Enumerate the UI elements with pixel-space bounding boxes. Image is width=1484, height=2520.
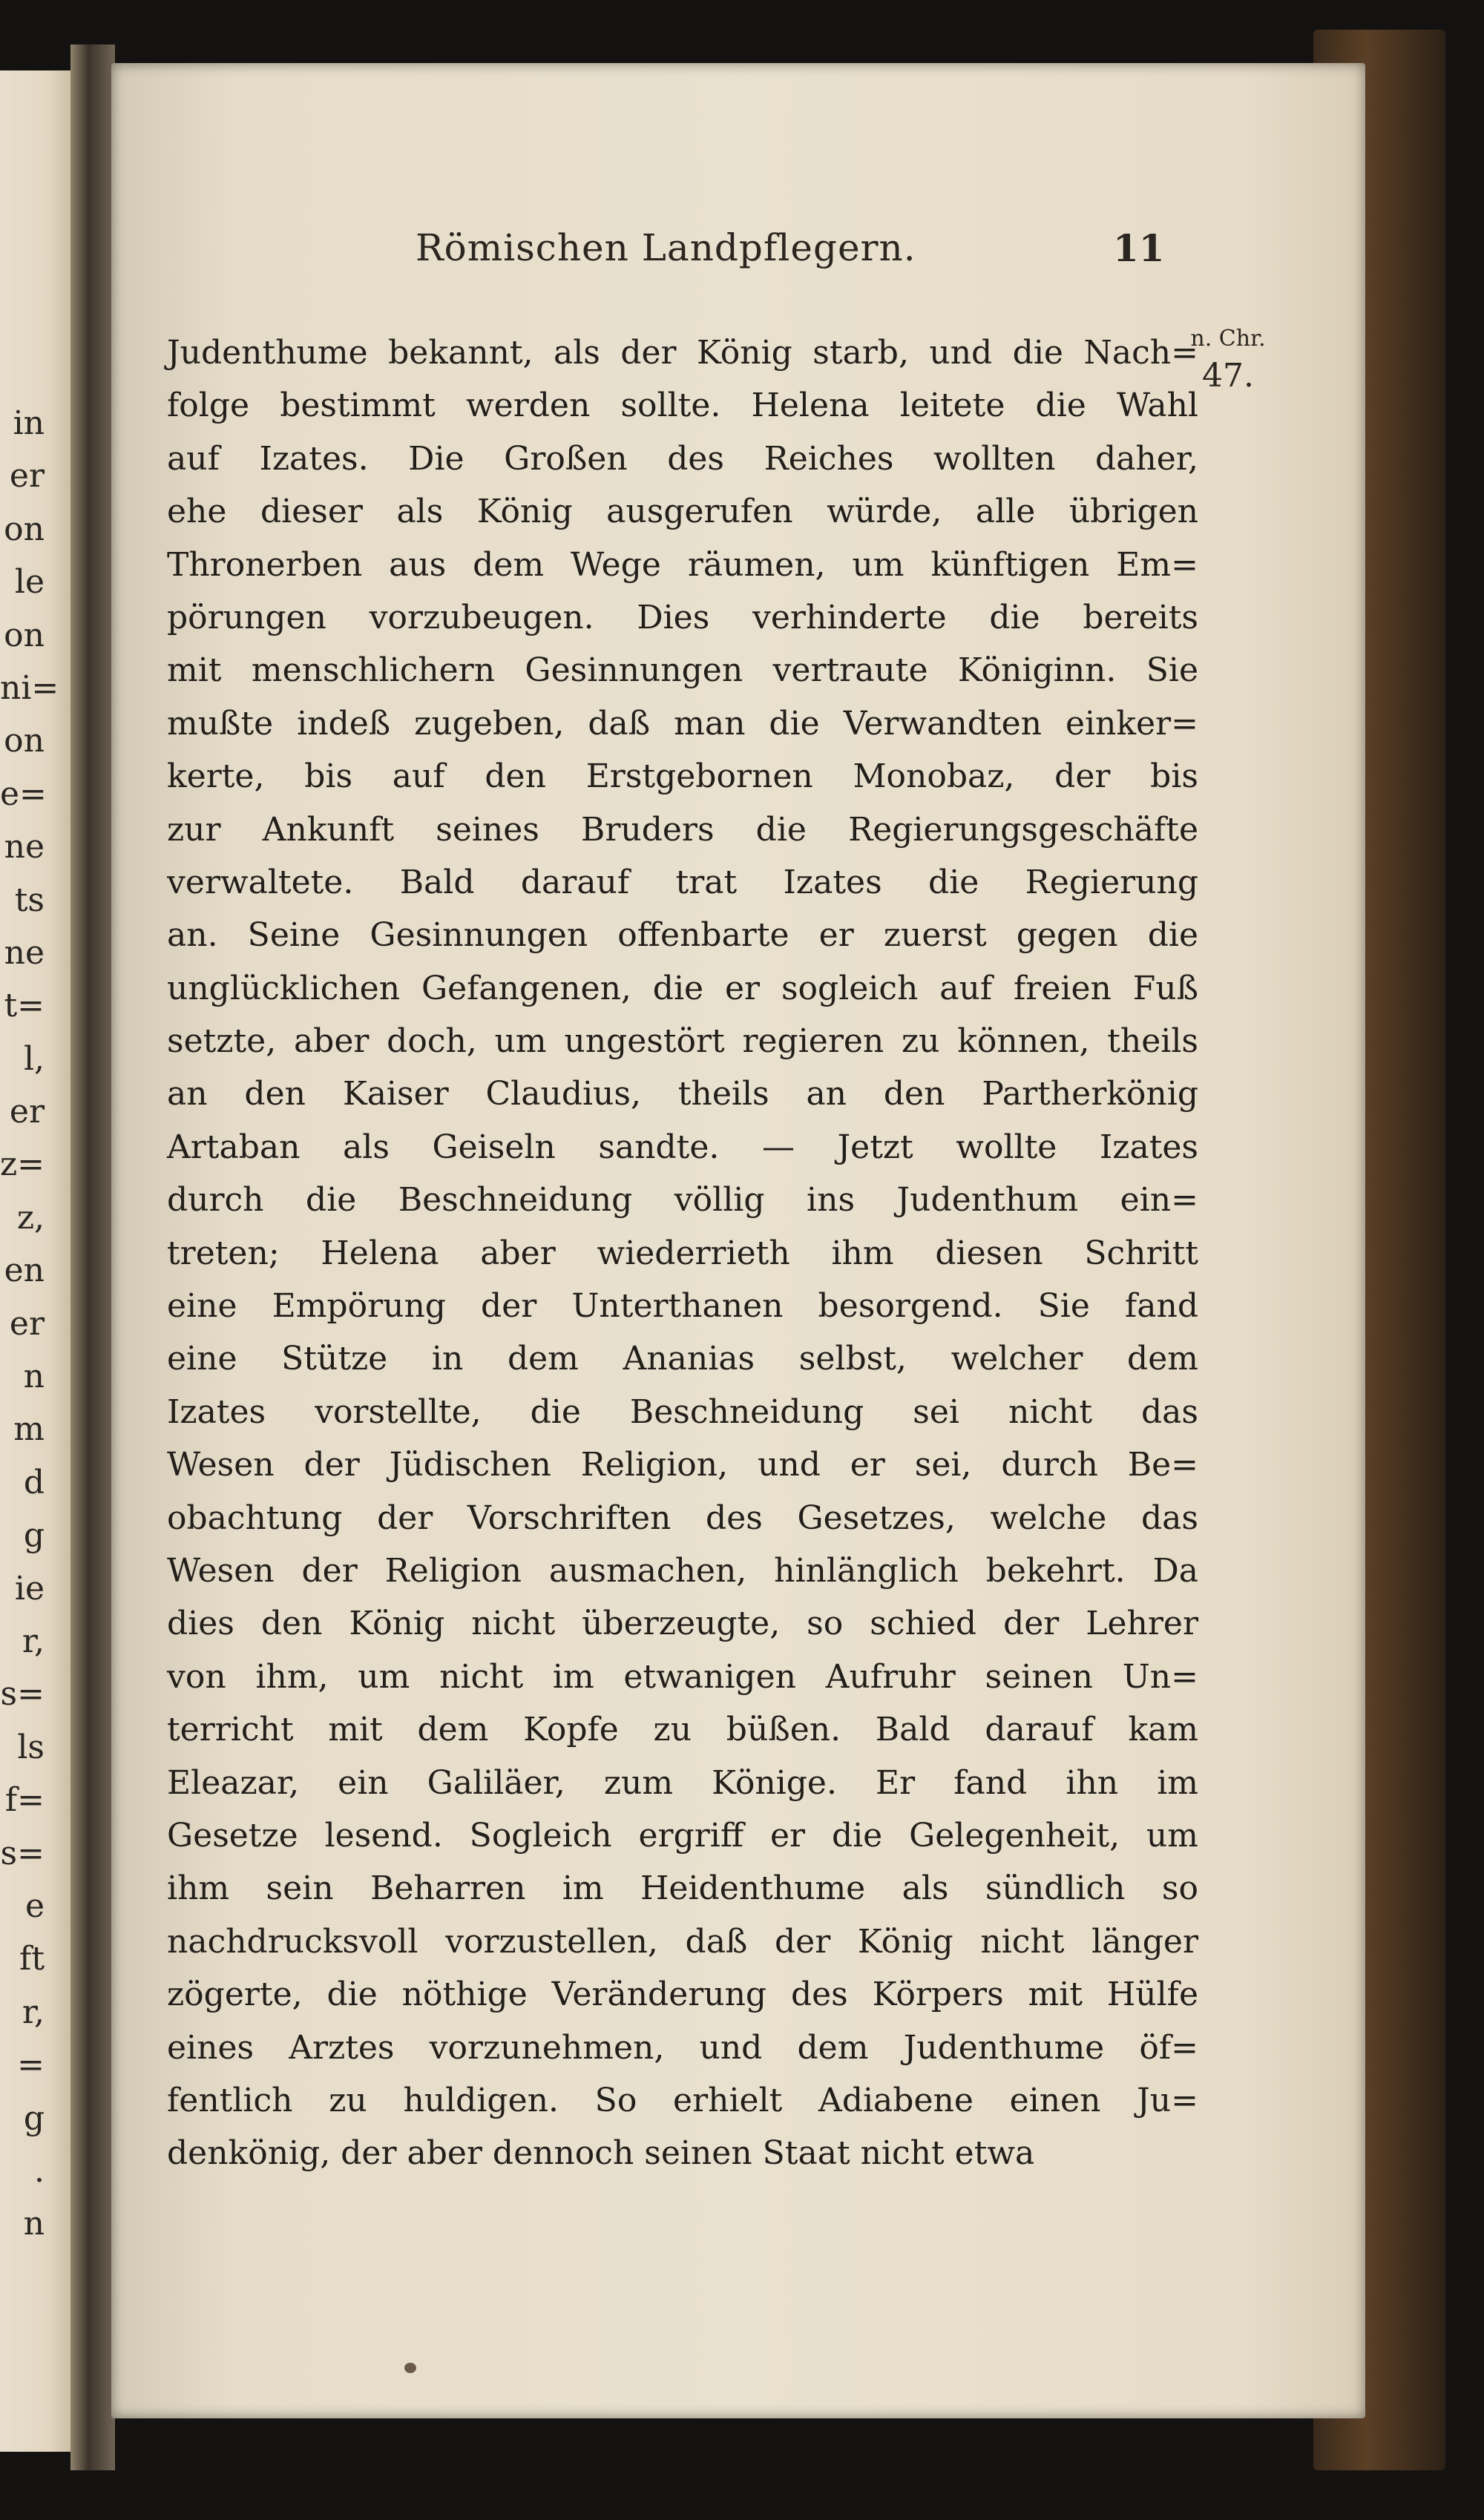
running-head: Römischen Landpflegern. bbox=[416, 226, 916, 269]
text-line: dies den König nicht überzeugte, so schied der Lehrer bbox=[167, 1605, 1198, 1643]
left-page-fragment: er bbox=[9, 457, 45, 496]
text-line: an den Kaiser Claudius, theils an den Partherkönig bbox=[167, 1075, 1198, 1113]
left-facing-page bbox=[0, 70, 70, 2452]
text-line: eine Stütze in dem Ananias selbst, welcher dem bbox=[167, 1340, 1198, 1378]
text-line: Artaban als Geiseln sandte. — Jetzt wollte Izates bbox=[167, 1128, 1198, 1166]
left-page-fragment: ie bbox=[14, 1569, 45, 1608]
text-line: Eleazar, ein Galiläer, zum Könige. Er fand ihn im bbox=[167, 1763, 1198, 1802]
left-page-fragment: d bbox=[23, 1463, 45, 1501]
left-page-fragment: on bbox=[4, 616, 45, 654]
text-line: auf Izates. Die Großen des Reiches wollten daher, bbox=[167, 439, 1198, 478]
left-page-fragment: ne bbox=[4, 933, 45, 972]
text-line: setzte, aber doch, um ungestört regieren zu können, theils bbox=[167, 1022, 1198, 1061]
left-page-fragment: e bbox=[24, 1886, 45, 1925]
text-line: Gesetze lesend. Sogleich ergriff er die Gelegenheit, um bbox=[167, 1816, 1198, 1855]
body-text bbox=[167, 326, 1198, 2180]
text-line: Wesen der Religion ausmachen, hinlänglich bekehrt. Da bbox=[167, 1551, 1198, 1590]
book-gutter bbox=[70, 45, 115, 2470]
text-line: ehe dieser als König ausgerufen würde, alle übrigen bbox=[167, 493, 1198, 531]
text-line: zögerte, die nöthige Veränderung des Körpers mit Hülfe bbox=[167, 1975, 1198, 2014]
text-line: von ihm, um nicht im etwanigen Aufruhr seinen Un= bbox=[167, 1657, 1198, 1696]
left-page-fragment: on bbox=[4, 510, 45, 548]
text-line: Wesen der Jüdischen Religion, und er sei, durch Be= bbox=[167, 1446, 1198, 1484]
left-page-fragment: = bbox=[17, 2046, 45, 2085]
text-line: fentlich zu huldigen. So erhielt Adiabene einen Ju= bbox=[167, 2081, 1198, 2119]
left-page-fragment: in bbox=[13, 404, 45, 442]
text-line: mußte indeß zugeben, daß man die Verwandten einker= bbox=[167, 704, 1198, 743]
left-page-fragment: ts bbox=[14, 881, 45, 919]
left-page-fragment: n bbox=[23, 1358, 45, 1396]
left-page-fragment: g bbox=[23, 2099, 45, 2137]
text-line: pörungen vorzubeugen. Dies verhinderte die bereits bbox=[167, 598, 1198, 636]
left-page-fragment: s= bbox=[0, 1675, 45, 1714]
text-line: ihm sein Beharren im Heidenthume als sündlich so bbox=[167, 1869, 1198, 1908]
left-page-fragment: l, bbox=[23, 1039, 45, 1078]
text-line: terricht mit dem Kopfe zu büßen. Bald darauf kam bbox=[167, 1711, 1198, 1749]
left-page-fragment: m bbox=[13, 1410, 45, 1449]
left-page-fragment: z, bbox=[16, 1198, 45, 1237]
text-line: eine Empörung der Unterthanen besorgend. Sie fand bbox=[167, 1287, 1198, 1326]
left-page-fragment: er bbox=[9, 1093, 45, 1131]
left-page-fragment: e= bbox=[0, 774, 47, 813]
margin-note-era: n. Chr. bbox=[1190, 326, 1266, 352]
text-line: Izates vorstellte, die Beschneidung sei nicht das bbox=[167, 1392, 1198, 1431]
text-line: treten; Helena aber wiederrieth ihm diesen Schritt bbox=[167, 1234, 1198, 1272]
left-page-fragment: er bbox=[9, 1304, 45, 1343]
left-page-fragment: g bbox=[23, 1516, 45, 1555]
text-line: durch die Beschneidung völlig ins Judenthum ein= bbox=[167, 1181, 1198, 1220]
left-page-fragment: ne bbox=[4, 828, 45, 866]
text-line: kerte, bis auf den Erstgebornen Monobaz, der bis bbox=[167, 757, 1198, 796]
left-page-fragment: ls bbox=[17, 1728, 45, 1766]
text-line: mit menschlichern Gesinnungen vertraute Königinn. Sie bbox=[167, 651, 1198, 690]
paper-speck bbox=[404, 2363, 416, 2373]
left-page-fragment: r, bbox=[22, 1993, 45, 2031]
left-page-text-fragments bbox=[0, 397, 59, 2251]
left-page-fragment: f= bbox=[4, 1781, 45, 1820]
text-line: denkönig, der aber dennoch seinen Staat nicht etwa bbox=[167, 2134, 1035, 2173]
left-page-fragment: t= bbox=[4, 987, 45, 1025]
text-line: Thronerben aus dem Wege räumen, um künftigen Em= bbox=[167, 545, 1198, 584]
left-page-fragment: ni= bbox=[0, 668, 59, 707]
margin-note-year: 47. bbox=[1202, 357, 1254, 395]
text-line: nachdrucksvoll vorzustellen, daß der König nicht länger bbox=[167, 1922, 1198, 1961]
text-line: unglücklichen Gefangenen, die er sogleich auf freien Fuß bbox=[167, 969, 1198, 1007]
text-line: obachtung der Vorschriften des Gesetzes, welche das bbox=[167, 1498, 1198, 1537]
text-line: folge bestimmt werden sollte. Helena leitete die Wahl bbox=[167, 386, 1198, 425]
left-page-fragment: s= bbox=[0, 1834, 45, 1872]
left-page-fragment: ft bbox=[19, 1940, 45, 1978]
left-page-fragment: on bbox=[4, 722, 45, 760]
page-number: 11 bbox=[1113, 226, 1165, 270]
text-line: verwaltete. Bald darauf trat Izates die Regierung bbox=[167, 863, 1198, 901]
text-line: Judenthume bekannt, als der König starb, und die Nach= bbox=[167, 334, 1198, 372]
left-page-fragment: en bbox=[4, 1251, 45, 1290]
left-page-fragment: n bbox=[23, 2205, 45, 2243]
text-line: an. Seine Gesinnungen offenbarte er zuerst gegen die bbox=[167, 916, 1198, 955]
left-page-fragment: r, bbox=[22, 1622, 45, 1660]
left-page-fragment: z= bbox=[0, 1145, 45, 1184]
text-line: zur Ankunft seines Bruders die Regierungsgeschäfte bbox=[167, 810, 1198, 849]
left-page-fragment: le bbox=[14, 563, 45, 602]
left-page-fragment: . bbox=[34, 2151, 45, 2190]
text-line: eines Arztes vorzunehmen, und dem Judenthume öf= bbox=[167, 2028, 1198, 2067]
